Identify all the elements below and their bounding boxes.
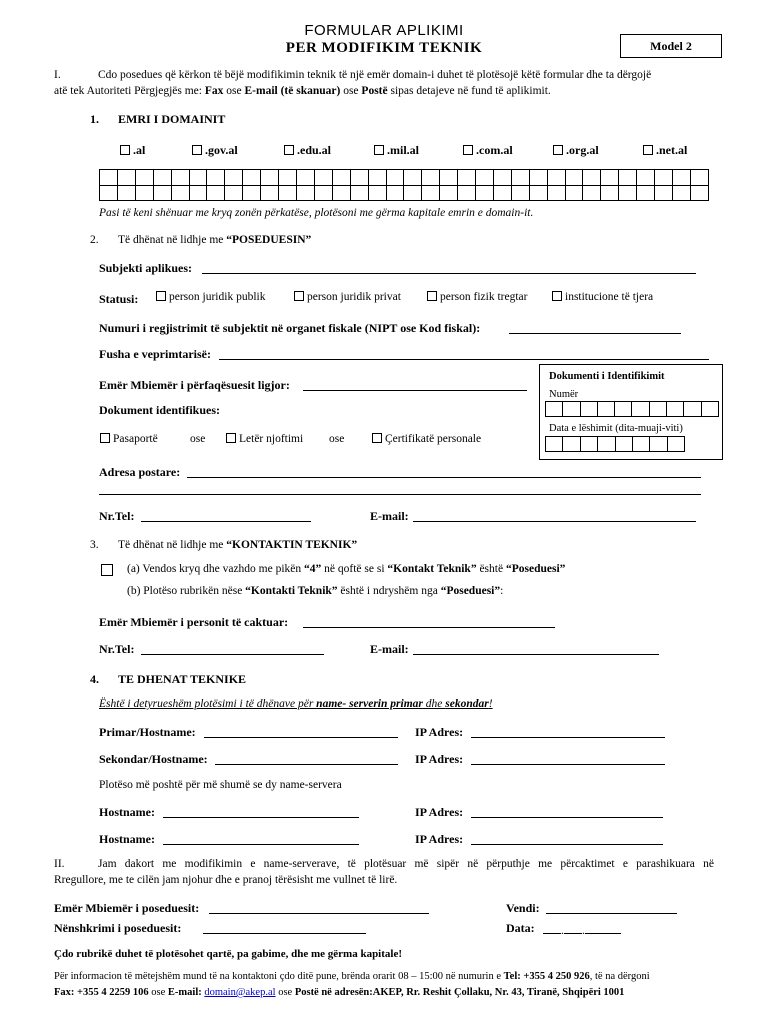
grid-cell[interactable]: [332, 170, 350, 186]
grid-cell[interactable]: [546, 437, 563, 452]
s3-number: 3.: [90, 539, 99, 551]
dokument-label: Dokument identifikues:: [99, 403, 221, 417]
grid-cell[interactable]: [135, 185, 153, 201]
doc-option-leter[interactable]: [226, 433, 303, 445]
intro-text: sipas detajeve në fund të aplikimit.: [387, 85, 551, 97]
intro-ose: ose: [340, 85, 362, 97]
status-option-tjera[interactable]: [552, 291, 653, 303]
s3-text: (b) Plotëso rubrikën nëse: [127, 585, 246, 597]
s2-number: 2.: [90, 234, 99, 246]
domain-option-org[interactable]: [553, 143, 599, 158]
grid-cell[interactable]: [350, 170, 368, 186]
grid-cell[interactable]: [153, 170, 171, 186]
grid-cell[interactable]: [546, 402, 563, 417]
grid-cell[interactable]: [368, 170, 386, 186]
checkbox-icon[interactable]: [156, 291, 166, 301]
s3-text: është: [476, 563, 506, 575]
grid-cell[interactable]: [632, 402, 649, 417]
kontakt-tel-label: Nr.Tel:: [99, 642, 135, 656]
s3-title-bold: “KONTAKTIN TEKNIK”: [226, 539, 358, 551]
hostname3-field[interactable]: [163, 817, 359, 818]
grid-cell[interactable]: [314, 170, 332, 186]
domain-label: .gov.al: [205, 143, 238, 157]
date-field[interactable]: . .: [543, 921, 621, 938]
s3-text: (a) Vendos kryq dhe vazhdo me pikën: [127, 563, 305, 575]
s4-note-bold: sekondar: [445, 698, 489, 710]
s2-title-text: Të dhënat në lidhje me: [118, 234, 227, 246]
grid-cell[interactable]: [296, 185, 314, 201]
s3-bold: “Poseduesi”: [440, 585, 501, 597]
domain-label: .mil.al: [387, 143, 419, 157]
grid-cell[interactable]: [100, 170, 118, 186]
primar-ip-field[interactable]: [471, 737, 665, 738]
grid-cell[interactable]: [171, 170, 189, 186]
section-i-number: I.: [54, 69, 61, 81]
kontakt-emer-field[interactable]: [303, 627, 555, 628]
s1-number: 1.: [90, 112, 99, 126]
adresa-field-2[interactable]: [99, 494, 701, 495]
grid-cell[interactable]: [637, 170, 655, 186]
id-box-title: Dokumenti i Identifikimit: [549, 371, 665, 382]
kontakt-emer-label: Emër Mbiemër i personit të caktuar:: [99, 615, 289, 629]
grid-cell[interactable]: [565, 185, 583, 201]
grid-cell[interactable]: [100, 185, 118, 201]
hostname4-field[interactable]: [163, 844, 359, 845]
grid-cell[interactable]: [314, 185, 332, 201]
domain-name-grid[interactable]: [99, 169, 709, 201]
grid-cell[interactable]: [386, 170, 404, 186]
model-badge: Model 2: [620, 34, 722, 58]
footer-address: Postë në adresën:AKEP, Rr. Reshit Çollaku, Nr. 43, Tiranë, Shqipëri 1001: [294, 987, 625, 998]
footer-tel: Tel: +355 4 250 926: [503, 971, 590, 982]
domain-label: .edu.al: [297, 143, 332, 157]
checkbox-icon[interactable]: [226, 433, 236, 443]
intro-text: atë tek Autoriteti Përgjegjës me:: [54, 85, 205, 97]
grid-cell[interactable]: [655, 185, 673, 201]
grid-cell[interactable]: [580, 402, 597, 417]
perfaqesues-field[interactable]: [303, 390, 527, 391]
grid-cell[interactable]: [563, 437, 580, 452]
grid-cell[interactable]: [189, 170, 207, 186]
grid-cell[interactable]: [440, 170, 458, 186]
footer-text: , të na dërgoni: [589, 971, 650, 982]
grid-cell[interactable]: [404, 170, 422, 186]
subjekti-label: Subjekti aplikues:: [99, 261, 193, 275]
vendi-label: Vendi:: [506, 901, 540, 915]
intro-poste: Postë: [361, 85, 388, 97]
footer-fax: Fax: +355 4 2259 106: [54, 987, 149, 998]
grid-cell[interactable]: [701, 402, 718, 417]
grid-cell[interactable]: [207, 170, 225, 186]
footer-email-link[interactable]: domain@akep.al: [204, 987, 276, 998]
checkbox-icon[interactable]: [192, 145, 202, 155]
kontakt-email-field[interactable]: [413, 654, 659, 655]
s4-more-note: Plotëso më poshtë për më shumë se dy name-servera: [99, 779, 342, 791]
grid-cell[interactable]: [117, 185, 135, 201]
hostname4-ip-label: IP Adres:: [415, 832, 464, 846]
domain-option-edu[interactable]: [284, 143, 331, 158]
grid-cell[interactable]: [673, 185, 691, 201]
grid-cell[interactable]: [684, 402, 701, 417]
grid-cell[interactable]: [422, 170, 440, 186]
grid-cell[interactable]: [601, 185, 619, 201]
id-document-box: [539, 364, 723, 460]
kontakt-email-label: E-mail:: [370, 642, 409, 656]
grid-cell[interactable]: [637, 185, 655, 201]
hostname3-ip-field[interactable]: [471, 817, 663, 818]
grid-cell[interactable]: [667, 437, 684, 452]
status-option-tregtar[interactable]: [427, 291, 528, 303]
sekondar-ip-label: IP Adres:: [415, 752, 464, 766]
checkbox-icon[interactable]: [100, 433, 110, 443]
vendi-field[interactable]: [546, 913, 677, 914]
agreement-line2: Rregullore, me te cilën jam njohur dhe e pranoj tërësisht me vullnet të lirë.: [54, 874, 398, 886]
s3-title: [118, 539, 357, 551]
primar-field[interactable]: [204, 737, 398, 738]
grid-cell[interactable]: [583, 185, 601, 201]
status-option-publik[interactable]: [156, 291, 265, 303]
sekondar-label: Sekondar/Hostname:: [99, 752, 208, 766]
status-label: person juridik publik: [169, 291, 266, 303]
checkbox-icon[interactable]: [553, 145, 563, 155]
intro-ose: ose: [223, 85, 245, 97]
nipt-label: Numuri i regjistrimit të subjektit në organet fiskale (NIPT ose Kod fiskal):: [99, 321, 481, 335]
grid-cell[interactable]: [667, 402, 684, 417]
email-label: E-mail:: [370, 509, 409, 523]
doc-option-pasaporte[interactable]: [100, 433, 158, 445]
grid-cell[interactable]: [690, 170, 708, 186]
domain-label: .al: [133, 143, 146, 157]
intro-fax: Fax: [204, 85, 224, 97]
posedues-emer-label: Emër Mbiemër i poseduesit:: [54, 901, 200, 915]
grid-cell[interactable]: [511, 185, 529, 201]
intro-line1: Cdo posedues që kërkon të bëjë modifikimin teknik të një emër domain-i duhet të plotësojë këtë formular dhe ta dërgojë: [98, 69, 652, 81]
nenshkrimi-field[interactable]: [203, 933, 366, 934]
grid-cell[interactable]: [135, 170, 153, 186]
grid-cell[interactable]: [261, 170, 279, 186]
s1-title: EMRI I DOMAINIT: [118, 112, 226, 126]
grid-cell[interactable]: [580, 437, 597, 452]
checkbox-icon[interactable]: [284, 145, 294, 155]
adresa-label: Adresa postare:: [99, 465, 181, 479]
s3-option-a: [127, 563, 565, 575]
status-label: institucione të tjera: [565, 291, 654, 303]
s3-text: :: [500, 585, 504, 597]
s3-bold: “Kontakt Teknik”: [387, 563, 477, 575]
grid-cell[interactable]: [225, 185, 243, 201]
grid-cell[interactable]: [350, 185, 368, 201]
form-title: FORMULAR APLIKIMI: [304, 22, 464, 39]
grid-cell[interactable]: [207, 185, 225, 201]
grid-cell[interactable]: [332, 185, 350, 201]
grid-cell[interactable]: [690, 185, 708, 201]
primar-label: Primar/Hostname:: [99, 725, 196, 739]
fusha-field[interactable]: [219, 359, 709, 360]
hostname4-label: Hostname:: [99, 832, 155, 846]
subjekti-field[interactable]: [202, 273, 696, 274]
grid-cell[interactable]: [547, 185, 565, 201]
id-number-grid[interactable]: [545, 401, 719, 417]
email-field[interactable]: [413, 521, 696, 522]
s3-bold: “Kontakti Teknik”: [245, 585, 338, 597]
domain-label: .org.al: [566, 143, 599, 157]
grid-cell[interactable]: [261, 185, 279, 201]
grid-cell[interactable]: [386, 185, 404, 201]
doc-ose: ose: [329, 433, 345, 445]
domain-option-mil[interactable]: [374, 143, 419, 158]
doc-ose: ose: [190, 433, 206, 445]
grid-cell[interactable]: [476, 170, 494, 186]
checkbox-icon[interactable]: [294, 291, 304, 301]
checkbox-icon[interactable]: [120, 145, 130, 155]
grid-cell[interactable]: [615, 402, 632, 417]
grid-cell[interactable]: [655, 170, 673, 186]
grid-cell[interactable]: [368, 185, 386, 201]
grid-cell[interactable]: [619, 185, 637, 201]
s4-note-text: !: [488, 698, 493, 710]
grid-cell[interactable]: [583, 170, 601, 186]
footer-email-label: E-mail:: [167, 987, 205, 998]
sekondar-field[interactable]: [215, 764, 398, 765]
checkbox-icon[interactable]: [463, 145, 473, 155]
agreement-line1: Jam dakort me modifikimin e name-serverave, të plotësuar më sipër në përputhje me përcaktimet e parashikuara në: [98, 858, 714, 870]
domain-label: .com.al: [476, 143, 513, 157]
domain-option-al[interactable]: [120, 143, 145, 158]
domain-option-com[interactable]: [463, 143, 513, 158]
tel-label: Nr.Tel:: [99, 509, 135, 523]
grid-cell[interactable]: [493, 185, 511, 201]
kontakt-tel-field[interactable]: [141, 654, 324, 655]
s3-bold: “4”: [304, 563, 322, 575]
s4-title: TE DHENAT TEKNIKE: [118, 672, 247, 686]
doc-option-certifikate[interactable]: [372, 433, 481, 445]
hostname4-ip-field[interactable]: [471, 844, 663, 845]
grid-cell[interactable]: [529, 185, 547, 201]
grid-cell[interactable]: [279, 185, 297, 201]
grid-cell[interactable]: [476, 185, 494, 201]
checkbox-icon[interactable]: [372, 433, 382, 443]
footer-info-line2: [54, 987, 624, 998]
checkbox-icon[interactable]: [374, 145, 384, 155]
grid-cell[interactable]: [565, 170, 583, 186]
grid-cell[interactable]: [632, 437, 649, 452]
grid-cell[interactable]: [243, 185, 261, 201]
status-label: person juridik privat: [307, 291, 401, 303]
posedues-emer-field[interactable]: [209, 913, 429, 914]
grid-cell[interactable]: [529, 170, 547, 186]
domain-option-net[interactable]: [643, 143, 687, 158]
fusha-label: Fusha e veprimtarisë:: [99, 347, 211, 361]
s2-title: [118, 234, 311, 246]
grid-cell[interactable]: [458, 185, 476, 201]
grid-cell[interactable]: [673, 170, 691, 186]
statusi-label: Statusi:: [99, 292, 139, 306]
nipt-field[interactable]: [509, 333, 681, 334]
grid-cell[interactable]: [243, 170, 261, 186]
s4-note-text: dhe: [422, 698, 446, 710]
checkbox-icon[interactable]: [427, 291, 437, 301]
doc-label: Çertifikatë personale: [385, 433, 482, 445]
grid-cell[interactable]: [171, 185, 189, 201]
date-day[interactable]: [543, 921, 561, 934]
footer-info-line1: [54, 971, 650, 982]
grid-cell[interactable]: [619, 170, 637, 186]
doc-label: Letër njoftimi: [239, 433, 304, 445]
grid-cell[interactable]: [225, 170, 243, 186]
status-option-privat[interactable]: [294, 291, 401, 303]
s3-text: në qoftë se si: [321, 563, 388, 575]
grid-cell[interactable]: [440, 185, 458, 201]
s4-number: 4.: [90, 672, 99, 686]
footer-warning: Çdo rubrikë duhet të plotësohet qartë, pa gabime, dhe me gërma kapitale!: [54, 948, 403, 960]
nenshkrimi-label: Nënshkrimi i poseduesit:: [54, 921, 182, 935]
date-month[interactable]: [564, 921, 582, 934]
grid-cell[interactable]: [511, 170, 529, 186]
section-ii-number: II.: [54, 858, 65, 870]
grid-cell[interactable]: [597, 402, 614, 417]
date-year[interactable]: [585, 921, 621, 934]
adresa-field[interactable]: [187, 477, 701, 478]
grid-cell[interactable]: [547, 170, 565, 186]
s1-note: Pasi të keni shënuar me kryq zonën përkatëse, plotësoni me gërma kapitale emrin e domain-it.: [99, 207, 534, 219]
footer-text: ose: [148, 987, 168, 998]
id-date-grid[interactable]: [545, 436, 685, 452]
perfaqesues-label: Emër Mbiemër i përfaqësuesit ligjor:: [99, 378, 290, 392]
grid-cell[interactable]: [601, 170, 619, 186]
footer-text: ose: [275, 987, 295, 998]
grid-cell[interactable]: [404, 185, 422, 201]
grid-cell[interactable]: [458, 170, 476, 186]
data-label: Data:: [506, 921, 535, 935]
s4-note-text: Është i detyrueshëm plotësimi i të dhënave për: [99, 698, 317, 710]
grid-cell[interactable]: [189, 185, 207, 201]
sekondar-ip-field[interactable]: [471, 764, 665, 765]
form-subtitle: PER MODIFIKIM TEKNIK: [285, 40, 483, 56]
doc-label: Pasaportë: [113, 433, 158, 445]
grid-cell[interactable]: [649, 402, 666, 417]
grid-cell[interactable]: [563, 402, 580, 417]
s3-bold: “Poseduesi”: [505, 563, 566, 575]
domain-label: .net.al: [656, 143, 688, 157]
grid-cell[interactable]: [422, 185, 440, 201]
status-label: person fizik tregtar: [440, 291, 528, 303]
grid-cell[interactable]: [615, 437, 632, 452]
footer-text: Për informacion të mëtejshëm mund të na kontaktoni çdo ditë pune, brënda orarit 08 – 15:00 në numurin e: [54, 971, 504, 982]
id-box-data-label: Data e lëshimit (dita-muaji-viti): [549, 423, 683, 434]
kontakt-checkbox-icon[interactable]: [101, 564, 113, 576]
s3-title-text: Të dhënat në lidhje me: [118, 539, 227, 551]
id-box-numer-label: Numër: [549, 389, 579, 400]
s4-note: [99, 698, 493, 710]
grid-cell[interactable]: [153, 185, 171, 201]
s3-option-b: [127, 585, 503, 597]
grid-cell[interactable]: [493, 170, 511, 186]
grid-cell[interactable]: [296, 170, 314, 186]
s4-note-bold: name- serverin primar: [316, 698, 423, 710]
domain-option-gov[interactable]: [192, 143, 238, 158]
grid-cell[interactable]: [117, 170, 135, 186]
s3-text: është i ndryshëm nga: [337, 585, 441, 597]
tel-field[interactable]: [141, 521, 311, 522]
hostname3-ip-label: IP Adres:: [415, 805, 464, 819]
checkbox-icon[interactable]: [643, 145, 653, 155]
grid-cell[interactable]: [279, 170, 297, 186]
hostname3-label: Hostname:: [99, 805, 155, 819]
intro-email: E-mail (të skanuar): [244, 85, 341, 97]
grid-cell[interactable]: [650, 437, 667, 452]
grid-cell[interactable]: [598, 437, 615, 452]
s2-title-bold: “POSEDUESIN”: [226, 234, 312, 246]
checkbox-icon[interactable]: [552, 291, 562, 301]
intro-line2: [54, 85, 551, 97]
primar-ip-label: IP Adres:: [415, 725, 464, 739]
